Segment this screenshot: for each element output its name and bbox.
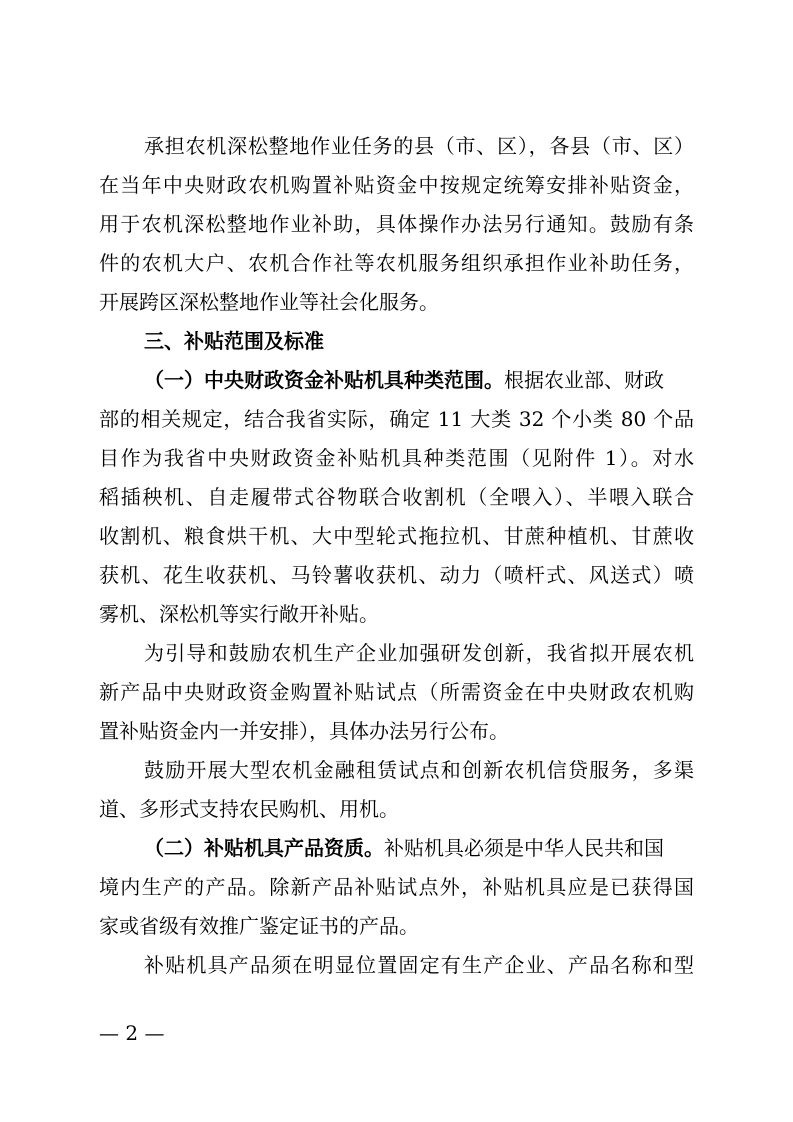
- paragraph-line: 境内生产的产品。除新产品补贴试点外，补贴机具应是已获得国: [99, 875, 694, 899]
- paragraph-line: 鼓励开展大型农机金融租赁试点和创新农机信贷服务，多渠: [144, 758, 694, 782]
- paragraph-line: [144, 362, 694, 398]
- paragraph-line: 家或省级有效推广鉴定证书的产品。: [99, 914, 419, 938]
- paragraph-line: 开展跨区深松整地作业等社会化服务。: [99, 290, 439, 314]
- paragraph-line: 雾机、深松机等实行敞开补贴。: [99, 602, 379, 626]
- paragraph-line: [144, 830, 694, 866]
- subsection-title: （二）补贴机具产品资质。: [144, 836, 384, 860]
- section-heading: 三、补贴范围及标准: [144, 329, 324, 353]
- paragraph-line: 目作为我省中央财政资金补贴机具种类范围（见附件 1）。对水: [99, 446, 694, 470]
- paragraph-line: 补贴机具产品须在明显位置固定有生产企业、产品名称和型: [144, 953, 694, 977]
- paragraph-text: 补贴机具必须是中华人民共和国: [384, 836, 664, 860]
- paragraph-line: 新产品中央财政资金购置补贴试点（所需资金在中央财政农机购: [99, 680, 694, 704]
- paragraph-line: 获机、花生收获机、马铃薯收获机、动力（喷杆式、风送式）喷: [99, 563, 694, 587]
- paragraph-line: 件的农机大户、农机合作社等农机服务组织承担作业补助任务，: [99, 251, 694, 275]
- paragraph-line: 为引导和鼓励农机生产企业加强研发创新，我省拟开展农机: [144, 641, 694, 665]
- paragraph-line: 置补贴资金内一并安排），具体办法另行公布。: [99, 719, 509, 743]
- paragraph-line: 部的相关规定，结合我省实际，确定 11 大类 32 个小类 80 个品: [99, 407, 694, 431]
- paragraph-line: 道、多形式支持农民购机、用机。: [99, 797, 399, 821]
- paragraph-text: 根据农业部、财政: [504, 368, 664, 392]
- page-number: — 2 —: [99, 1021, 165, 1045]
- paragraph-line: 承担农机深松整地作业任务的县（市、区），各县（市、区）: [144, 134, 694, 158]
- paragraph-line: 稻插秧机、自走履带式谷物联合收割机（全喂入）、半喂入联合: [99, 485, 694, 509]
- subsection-title: （一）中央财政资金补贴机具种类范围。: [144, 368, 504, 392]
- paragraph-line: 在当年中央财政农机购置补贴资金中按规定统筹安排补贴资金，: [99, 173, 694, 197]
- paragraph-line: 用于农机深松整地作业补助，具体操作办法另行通知。鼓励有条: [99, 212, 694, 236]
- paragraph-line: 收割机、粮食烘干机、大中型轮式拖拉机、甘蔗种植机、甘蔗收: [99, 524, 694, 548]
